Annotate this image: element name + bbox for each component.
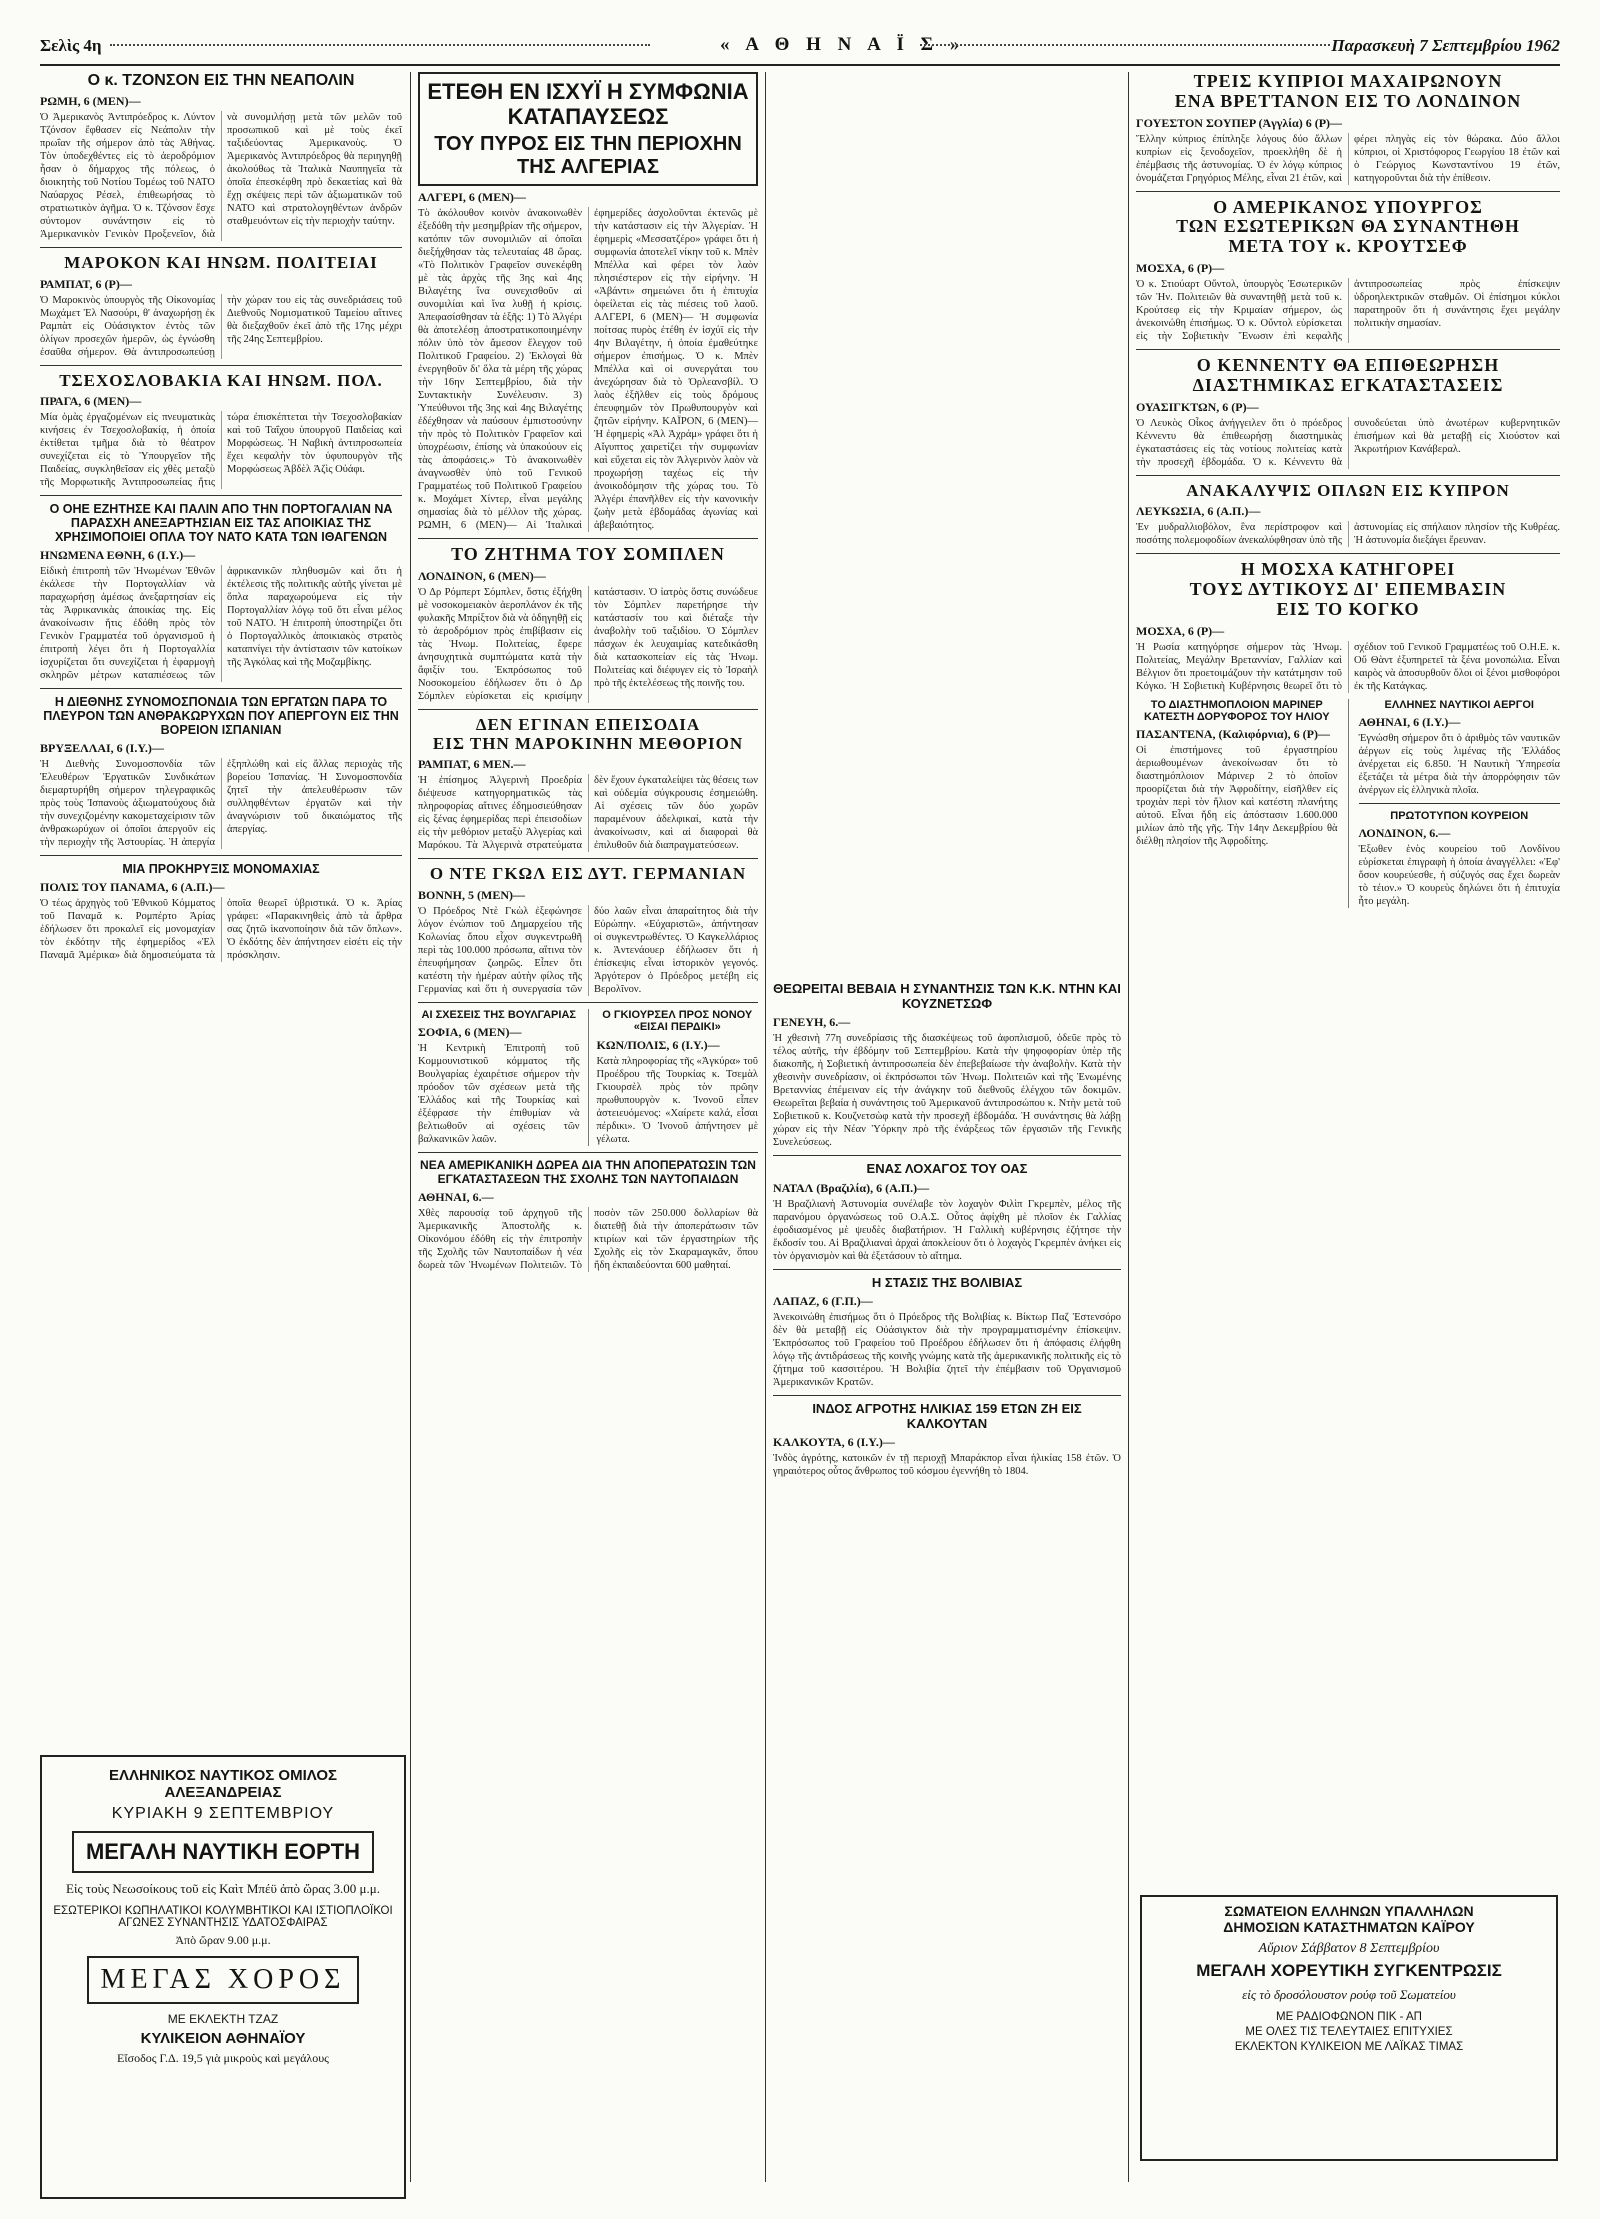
ad-canteen: ΕΚΛΕΚΤΟΝ ΚΥΛΙΚΕΙΟΝ ΜΕ ΛΑΪΚΑΣ ΤΙΜΑΣ	[1234, 2041, 1464, 2053]
article-body: Ἡ Ρωσία κατηγόρησε σήμερον τὰς Ἡνωμ. Πολιτείας, Μεγάλην Βρεταννίαν, Γαλλίαν καὶ Βέλγιον ὅτι προετοιμάζουν τὴν κατάτμησιν τοῦ Κόγκο. Ἡ Σοβιετικὴ Κυβέρνησις θεωρεῖ ὅτι τὸ σχέδιον τοῦ Γενικοῦ Γραμματέως τοῦ Ο.Η.Ε. κ. Οὔ Θὰντ ἐξυπηρετεῖ τὰ ξένα μονοπώλια. Εἶναι καιρὸς νὰ ἀποσυρθοῦν ὅλοι οἱ ξένοι μισθοφόροι ἐκ τῆς Κατάγκας.	[1136, 641, 1560, 692]
column-4	[1136, 72, 1560, 908]
ad-date: Αὔριον Σάββατον 8 Σεπτεμβρίου	[1258, 1941, 1440, 1956]
article-cypriots-london	[1136, 72, 1560, 185]
ad-event-title: ΜΕΓΑΛΗ ΝΑΥΤΙΚΗ ΕΟΡΤΗ	[72, 1831, 374, 1873]
dateline: ΛΟΝΔΙΝΟΝ, 6.—	[1358, 826, 1451, 841]
article-body: Οἱ ἐπιστήμονες τοῦ ἐργαστηρίου ἀεριωθουμένων ἀνεκοίνωσαν ὅτι τὸ διαστημόπλοιον Μάρινερ 2 τὸ ὁποῖον προορίζεται διὰ τὴν Ἀφροδίτην, εἰσῆλθεν εἰς τροχιὰν περὶ τὸν ἥλιον καὶ κατέστη πλανήτης αὐτοῦ. Εἶναι ἤδη εἰς ἀπόστασιν 1.600.000 μιλίων ἀπὸ τῆς γῆς. Τὴν 14ην Δεκεμβρίου θὰ διέλθῃ πλησίον τῆς Ἀφροδίτης.	[1136, 745, 1338, 848]
ad-radio: ΜΕ ΡΑΔΙΟΦΩΝΟΝ ΠΙΚ - ΑΠ	[1275, 2011, 1422, 2023]
page-number: Σελὶς 4η	[40, 36, 102, 55]
article-mariner	[1136, 699, 1338, 909]
article-moroccan-border	[418, 716, 758, 852]
dateline: ΑΛΓΕΡΙ, 6 (ΜΕΝ)—	[418, 190, 526, 205]
article-body: Ἡ ἐπίσημος Ἀλγερινὴ Προεδρία διέψευσε κατηγορηματικῶς τὰς πληροφορίας αἵτινες ἐδημοσιεύθησαν εἰς ξένας ἐφημερίδας περὶ ἐπεισοδίων εἰς τὴν μεθόριον μεταξὺ Ἀλγερίας καὶ Μαρόκου. Τὰ Ἀλγερινὰ στρατεύματα δὲν ἔχουν ἐγκαταλείψει τὰς θέσεις των καὶ οὐδεμία σύγκρουσις ἐσημειώθη. Αἱ σχέσεις τῶν δύο χωρῶν παραμένουν ἀδελφικαί, κατὰ τὴν ἀνακοίνωσιν, καὶ αἱ διαφοραὶ θὰ ἐπιλυθοῦν διὰ διαπραγματεύσεων.	[418, 775, 758, 852]
headline-line1: Ο ΚΕΝΝΕΝΤΥ ΘΑ ΕΠΙΘΕΩΡΗΣΗ	[1196, 354, 1500, 375]
headline: ΤΟ ΔΙΑΣΤΗΜΟΠΛΟΙΟΝ ΜΑΡΙΝΕΡ ΚΑΤΕΣΤΗ ΔΟΡΥΦΟΡΟΣ ΤΟΥ ΗΛΙΟΥ	[1143, 698, 1330, 723]
dateline: ΒΡΥΞΕΛΛΑΙ, 6 (Ι.Υ.)—	[40, 741, 164, 756]
headline: Ο ΝΤΕ ΓΚΩΛ ΕΙΣ ΔΥΤ. ΓΕΡΜΑΝΙΑΝ	[429, 864, 747, 884]
ad-heading-line2: ΔΗΜΟΣΙΩΝ ΚΑΤΑΣΤΗΜΑΤΩΝ ΚΑΪΡΟΥ	[1223, 1919, 1475, 1935]
headline: ΙΝΔΟΣ ΑΓΡΟΤΗΣ ΗΛΙΚΙΑΣ 159 ΕΤΩΝ ΖΗ ΕΙΣ ΚΑΛΚΟΥΤΑΝ	[812, 1401, 1082, 1431]
article-body: Ἡ Βραζιλιανὴ Ἀστυνομία συνέλαβε τὸν λοχαγὸν Φιλὶπ Γκρεμπὲν, μέλος τῆς παρανόμου ὀργανώσεως τοῦ Ο.Α.Σ. Οὗτος ἀφίχθη μὲ πλοῖον ἐκ Γαλλίας ἐφοδιασμένος μὲ ψευδὲς διαβατήριον. Ἡ Γαλλικὴ κυβέρνησις ἐζήτησε τὴν ἔκδοσίν του. Αἱ Βραζιλιαναὶ ἀρχαὶ ἀποκλείουν ὅτι ὁ λοχαγὸς Γκρεμπὲν ἀνήκει εἰς τὸν ὀργανισμὸν καὶ θὰ ἐξετάσουν τὸ αἴτημα.	[773, 1198, 1121, 1262]
article-cyprus-arms	[1136, 482, 1560, 548]
divider	[40, 855, 402, 856]
article-udall-khrushchev	[1136, 198, 1560, 343]
divider	[1136, 191, 1560, 192]
divider	[40, 495, 402, 496]
dateline: ΡΩΜΗ, 6 (ΜΕΝ)—	[40, 93, 141, 108]
article-johnson-naples	[40, 72, 402, 241]
article-body: Ὁ Μαροκινὸς ὑπουργὸς τῆς Οἰκονομίας Μωχάμετ Ἐλ Νασούρι, θ' ἀναχωρήσῃ ἐκ Ραμπὰτ εἰς Οὐάσιγκτον ἐντὸς τῶν ὀλίγων προσεχῶν ἡμερῶν, ὡς ἐγνώσθη ἐσαῦθα σήμερον. Θὰ ἀντιπροσωπεύσῃ τὴν χώραν του εἰς τὰς συνεδριάσεις τοῦ Διεθνοῦς Νομισματικοῦ Ταμείου αἵτινες θὰ διεξαχθοῦν ἐκεῖ ἀπὸ τῆς 17ης μέχρι τῆς 24ης Σεπτεμβρίου.	[40, 294, 402, 358]
divider	[1136, 349, 1560, 350]
article-un-portugal	[40, 502, 402, 682]
dateline: ΗΝΩΜΕΝΑ ΕΘΝΗ, 6 (Ι.Υ.)—	[40, 548, 196, 563]
divider	[1359, 803, 1561, 804]
dateline: ΜΟΣΧΑ, 6 (Ρ)—	[1136, 623, 1225, 638]
headline: Η ΣΤΑΣΙΣ ΤΗΣ ΒΟΛΙΒΙΑΣ	[871, 1274, 1023, 1290]
ad-venue: Εἰς τοὺς Νεωσοίκους τοῦ εἰς Καὶτ Μπέϋ ἀπὸ ὥρας 3.00 μ.μ.	[66, 1881, 380, 1896]
briefs-right	[1359, 699, 1561, 909]
article-body: Ἐγνώσθη σήμερον ὅτι ὁ ἀριθμὸς τῶν ναυτικῶν ἀέργων εἰς τοὺς λιμένας τῆς Ἑλλάδος ἀνέρχεται εἰς 6.850. Ἡ Ναυτικὴ Ὑπηρεσία ἐξετάζει τὰ μέτρα διὰ τὴν ἀπορρόφησιν τῶν ἀνέργων εἰς ἑλληνικὰ πλοῖα.	[1358, 732, 1560, 796]
divider	[418, 1152, 758, 1153]
column-2	[418, 72, 758, 1272]
article-moscow-congo	[1136, 560, 1560, 692]
headline-line1: ΔΕΝ ΕΓΙΝΑΝ ΕΠΕΙΣΟΔΙΑ	[475, 714, 701, 734]
dateline: ΜΟΣΧΑ, 6 (Ρ)—	[1136, 260, 1225, 275]
headline: ΑΙ ΣΧΕΣΕΙΣ ΤΗΣ ΒΟΥΛΓΑΡΙΑΣ	[421, 1008, 576, 1021]
headline-line2: ΤΟΥΣ ΔΥΤΙΚΟΥΣ ΔΙ' ΕΠΕΜΒΑΣΙΝ	[1189, 579, 1507, 600]
column-rule	[410, 72, 411, 2182]
article-body: Ἕλλην κύπριος ἐπίπληξε λόγους δύο ἄλλων κυπρίων εἰς ξενοδοχεῖον, προεκλήθη δὲ ἡ ἐπέμβασις τῆς ἀστυνομίας. Ὁ ἐν λόγῳ κύπριος ὀνομάζεται Γρηγόριος Μέλης, εἶναι 21 ἐτῶν, καὶ φέρει πληγὰς εἰς τὸν θώρακα. Δύο ἄλλοι κύπριοι, οἱ Χριστόφορος Γεωργίου 18 ἐτῶν καὶ ὁ Γεώργιος Κωνσταντίνου 19 ἐτῶν, κατηγοροῦνται διὰ τὴν ἐπίθεσιν.	[1136, 133, 1560, 184]
ad-time: Ἀπὸ ὥραν 9.00 μ.μ.	[175, 1933, 271, 1947]
headline: ΤΣΕΧΟΣΛΟΒΑΚΙΑ ΚΑΙ ΗΝΩΜ. ΠΟΛ.	[59, 370, 383, 390]
dateline: ΒΟΝΝΗ, 5 (ΜΕΝ)—	[418, 887, 525, 902]
article-duel-panama	[40, 862, 402, 962]
dateline: ΟΥΑΣΙΓΚΤΩΝ, 6 (Ρ)—	[1136, 399, 1259, 414]
article-body: Χθὲς παρουσίᾳ τοῦ ἀρχηγοῦ τῆς Ἀμερικανικῆς Ἀποστολῆς κ. Οἰκονόμου ἐδόθη εἰς τὴν ἐπιτροπὴν τῆς Σχολῆς τῶν Ναυτοπαίδων ἡ νέα δωρεὰ τῶν Ἡνωμένων Πολιτειῶν. Τὸ ποσὸν τῶν 250.000 δολλαρίων θὰ διατεθῇ διὰ τὴν ἀποπεράτωσιν τῶν κτιρίων καὶ τῶν ἐργαστηρίων τῆς Σχολῆς εἰς τὸν Σκαραμαγκᾶν, ὅπου ἤδη ἐκπαιδεύονται 600 μαθηταί.	[418, 1208, 758, 1272]
headline: Ο κ. ΤΖΟΝΣΟΝ ΕΙΣ ΤΗΝ ΝΕΑΠΟΛΙΝ	[87, 72, 355, 89]
dateline: ΚΩΝ/ΠΟΛΙΣ, 6 (Ι.Υ.)—	[596, 1037, 720, 1052]
headline-line3: ΕΙΣ ΤΟ ΚΟΓΚΟ	[1276, 598, 1420, 619]
ad-canteen: ΚΥΛΙΚΕΙΟΝ ΑΘΗΝΑΪΟΥ	[140, 2030, 306, 2047]
article-kennedy-space	[1136, 356, 1560, 469]
dotted-rule	[920, 44, 1330, 46]
column-3	[773, 982, 1121, 1478]
headline-line2: ΕΙΣ ΤΗΝ ΜΑΡΟΚΙΝΗΝ ΜΕΘΟΡΙΟΝ	[432, 733, 744, 753]
advertisement-employees-union	[1140, 1895, 1558, 2161]
headline-line2: ΔΙΑΣΤΗΜΙΚΑΣ ΕΓΚΑΤΑΣΤΑΣΕΙΣ	[1192, 374, 1504, 395]
ad-heading-line1: ΣΩΜΑΤΕΙΟΝ ΕΛΛΗΝΩΝ ΥΠΑΛΛΗΛΩΝ	[1224, 1903, 1474, 1919]
dateline: ΠΡΑΓΑ, 6 (ΜΕΝ)—	[40, 394, 142, 409]
headline-line1: Η ΜΟΣΧΑ ΚΑΤΗΓΟΡΕΙ	[1240, 559, 1456, 580]
divider	[418, 538, 758, 539]
dateline: ΛΕΥΚΩΣΙΑ, 6 (Α.Π.)—	[1136, 504, 1261, 519]
dateline: ΡΑΜΠΑΤ, 6 (Ρ)—	[40, 276, 132, 291]
article-bolivia	[773, 1276, 1121, 1390]
headline: ΤΟ ΖΗΤΗΜΑ ΤΟΥ ΣΟΜΠΛΕΝ	[451, 544, 725, 565]
lead-headline-line2: ΤΟΥ ΠΥΡΟΣ ΕΙΣ ΤΗΝ ΠΕΡΙΟΧΗΝ ΤΗΣ ΑΛΓΕΡΙΑΣ	[434, 133, 742, 178]
ad-venue: εἰς τὸ δροσόλουστον ρούφ τοῦ Σωματείου	[1242, 1987, 1456, 2002]
headline-line3: ΜΕΤΑ ΤΟΥ κ. ΚΡΟΥΤΣΕΦ	[1228, 236, 1468, 257]
divider	[418, 1002, 758, 1003]
article-indian-farmer	[773, 1402, 1121, 1478]
dateline: ΡΑΜΠΑΤ, 6 ΜΕΝ.—	[418, 757, 526, 772]
headline: ΘΕΩΡΕΙΤΑΙ ΒΕΒΑΙΑ Η ΣΥΝΑΝΤΗΣΙΣ ΤΩΝ Κ.Κ. ΝΤΗΝ ΚΑΙ ΚΟΥΖΝΕΤΣΩΦ	[773, 981, 1121, 1011]
divider	[773, 1395, 1121, 1396]
article-algeria-ceasefire	[418, 72, 758, 532]
ad-date: ΚΥΡΙΑΚΗ 9 ΣΕΠΤΕΜΒΡΙΟΥ	[111, 1805, 335, 1822]
article-body: Ὁ Πρόεδρος Ντὲ Γκὼλ ἐξεφώνησε λόγον ἐνώπιον τοῦ Δημαρχείου τῆς Κολωνίας ὅπου εἶχον συγκεντρωθῆ περὶ τὰς 100.000 πρόσωπα, αἵτινα τὸν ἐπευφήμησαν ζωηρῶς. Εἶπεν ὅτι κατέστη τὴν ἡμέραν αὐτὴν φίλος τῆς Γερμανίας καὶ ὅτι ἡ συνεργασία τῶν δύο λαῶν εἶναι ἀπαραίτητος διὰ τὴν Εὐρώπην. «Εὐχαριστῶ», ἀπήντησαν οἱ συγκεντρωθέντες. Ὁ Καγκελλάριος κ. Ἀντενάουερ ἐδήλωσεν ὅτι ἡ ἐπίσκεψις εἶναι ἱστορικὸν γεγονός. Ἀργότερον ὁ Πρόεδρος μετέβη εἰς Βερολῖνον.	[418, 905, 758, 995]
headline-line2: ΕΝΑ ΒΡΕΤΤΑΝΟΝ ΕΙΣ ΤΟ ΛΟΝΔΙΝΟΝ	[1174, 90, 1522, 111]
divider	[773, 1269, 1121, 1270]
dateline: ΠΑΣΑΝΤΕΝΑ, (Καλιφόρνια), 6 (Ρ)—	[1136, 727, 1330, 742]
article-body: Ὁ Ἀμερικανὸς Ἀντιπρόεδρος κ. Λύντον Τζόνσον ἔφθασεν εἰς Νεάπολιν τὴν πρωΐαν τῆς σήμερον ἀπὸ τὰς Ἀθήνας. Τὸν ὑποδεχθέντες εἰς τὸ ἀεροδρόμιον ἦσαν ὁ δήμαρχος τῆς πόλεως, ὁ διοικητὴς τοῦ Νοτίου Τομέως τοῦ ΝΑΤΟ Ναύαρχος Ρέσελ, ἐπιθεωρήσας τὸ στρατιωτικὸν ἀγῆμα. Ὁ κ. Τζόνσον ἔσχε σύντομον συνάντησιν εἰς τὸ Ἀμερικανικὸν Γενικὸν Προξενεῖον, διὰ νὰ συνομιλήσῃ μετὰ τῶν μελῶν τοῦ προσωπικοῦ καὶ μὲ τοὺς ἐκεῖ ταξιδεύοντας Ἀμερικανοὺς. Ὁ Ἀμερικανὸς Ἀντιπρόεδρος θὰ περιηγηθῇ ἀκολούθως τὰ Ἰταλικὰ Ναυπηγεῖα τὰ ὁποῖα ἐπεσκέφθη πρὸ δεκαετίας καὶ θὰ ἔχῃ σκέψεις περὶ τῶν ἀξιωματικῶν τοῦ ΝΑΤΟ καὶ στρατολογηθέντων ἀνδρῶν σταθμευόντων εἰς τὴν περιοχὴν ταύτην.	[40, 111, 402, 240]
dateline: ΓΟΥΕΣΤΟΝ ΣΟΥΠΕΡ (Ἀγγλία) 6 (Ρ)—	[1136, 115, 1343, 130]
two-column-briefs	[1136, 699, 1560, 909]
article-body: Κατὰ πληροφορίας τῆς «Ἀγκύρα» τοῦ Προέδρου τῆς Τουρκίας κ. Τσεμὰλ Γκιουρσὲλ πρὸς τὸν πρῶην πρωθυπουργὸν κ. Ἰνονοῦ εἶπεν ἀστειευόμενος: «Χαίρετε καλά, εἶσαι πέρδικι». Ὁ Ἰνονοῦ ἀπήντησεν μὲ γέλωτα.	[596, 1055, 758, 1145]
article-body: Ἐν μυδραλλιοβόλον, ἓνα περίστροφον καὶ ποσότης πολεμοφοδίων ἀνεκαλύφθησαν ὑπὸ τῆς ἀστυνομίας εἰς σπήλαιον πλησίον τῆς Κυθρέας. Ἡ ἀστυνομία διεξάγει ἔρευναν.	[1136, 522, 1560, 547]
article-body: Ἡ χθεσινὴ 77η συνεδρίασις τῆς διασκέψεως τοῦ ἀφοπλισμοῦ, ὁδεῦε πρὸς τὸ τέλος αὐτῆς, τὴν ἐβδόμην τοῦ Σεπτεμβρίου. Κατὰ τὴν ψηφοφορίαν ὑπὲρ τῆς διακοπῆς, ἡ Σοβιετικὴ ἀντιπροσωπεία δὲν ἐπεβεβαίωσε τὴν ἀναβολὴν. Κατὰ τὴν χθεσινὴν συνεδρίασιν, οἱ ἐκπρόσωποι τῶν Ἡνωμ. Πολιτειῶν καὶ τῆς Ἑνωμένης Βρεταννίας ἐπέμειναν εἰς τὴν ἀνάγκην τοῦ διεθνοῦς ἐλέγχου τῶν δοκιμῶν. Θεωρεῖται βεβαία ἡ συνάντησις τοῦ Ἀμερικανοῦ ἀντιπροσώπου κ. Ντὴν μετὰ τοῦ Σοβιετικοῦ κ. Κουζνετσὼφ κατὰ τὴν προσεχῆ ἑβδομάδα. Ἡ συνάντησις θὰ λάβῃ χώραν εἰς τὴν Νέαν Ὑόρκην πρὸ τῆς ἐνάρξεως τῶν ἐργασιῶν τῆς Γενικῆς Συνελεύσεως.	[773, 1033, 1121, 1149]
divider	[588, 1009, 589, 1146]
ad-event-title: ΜΕΓΑΛΗ ΧΟΡΕΥΤΙΚΗ ΣΥΓΚΕΝΤΡΩΣΙΣ	[1196, 1961, 1502, 1980]
article-oas-captain	[773, 1162, 1121, 1263]
column-rule	[765, 72, 766, 2182]
dateline: ΛΑΠΑΖ, 6 (Γ.Π.)—	[773, 1294, 873, 1309]
headline: ΑΝΑΚΑΛΥΨΙΣ ΟΠΛΩΝ ΕΙΣ ΚΥΠΡΟΝ	[1186, 480, 1510, 500]
divider	[1348, 699, 1349, 909]
article-greek-seamen	[1359, 699, 1561, 797]
article-de-gaulle	[418, 865, 758, 996]
headline: Ο ΓΚΙΟΥΡΣΕΛ ΠΡΟΣ ΝΟΝΟΥ «ΕΙΣΑΙ ΠΕΡΔΙΚΙ»	[602, 1008, 753, 1034]
article-body: Ἡ Διεθνὴς Συνομοσπονδία τῶν Ἐλευθέρων Ἐργατικῶν Συνδικάτων διεμαρτυρήθη σήμερον τηλεγραφικῶς πρὸς τοὺς Ἰσπανοὺς ἀξιωματούχους διὰ τὴν συνεχιζομένην κακομεταχείρισιν τῶν ἀνθρακωρύχων οἱ ὁποῖοι ἀπεργοῦν εἰς τὴν περιοχὴν τῆς Ἀστουρίας. Ἡ ἀπεργία ἐξηπλώθη καὶ εἰς ἄλλας περιοχὰς τῆς βορείου Ἰσπανίας. Ἡ Συνομοσπονδία ζητεῖ τὴν ἀπελευθέρωσιν τῶν συλληφθέντων ἐργατῶν καὶ τὴν ἀναγνώρισιν τοῦ δικαιώματος τῆς ἀπεργίας.	[40, 759, 402, 849]
ad-program: ΕΣΩΤΕΡΙΚΟΙ ΚΩΠΗΛΑΤΙΚΟΙ ΚΟΛΥΜΒΗΤΙΚΟΙ ΚΑΙ ΙΣΤΙΟΠΛΟΪΚΟΙ ΑΓΩΝΕΣ ΣΥΝΑΝΤΗΣΙΣ ΥΔΑΤΟΣΦΑΙΡΑΣ	[53, 1905, 393, 1929]
divider	[40, 688, 402, 689]
divider	[40, 247, 402, 248]
dateline: ΑΘΗΝΑΙ, 6 (Ι.Υ.)—	[1358, 714, 1461, 729]
dateline: ΚΑΛΚΟΥΤΑ, 6 (Ι.Υ.)—	[773, 1435, 895, 1450]
headline: ΜΑΡΟΚΟΝ ΚΑΙ ΗΝΩΜ. ΠΟΛΙΤΕΙΑΙ	[64, 252, 378, 272]
masthead	[40, 30, 1560, 66]
article-soblen	[418, 545, 758, 703]
ad-heading: ΕΛΛΗΝΙΚΟΣ ΝΑΥΤΙΚΟΣ ΟΜΙΛΟΣ ΑΛΕΞΑΝΔΡΕΙΑΣ	[108, 1767, 338, 1801]
article-body: Ὁ τέως ἀρχηγὸς τοῦ Ἐθνικοῦ Κόμματος τοῦ Παναμᾶ κ. Ρομπέρτο Ἀρίας ἐδήλωσεν ὅτι προκαλεῖ εἰς μονομαχίαν τὸν ἐκδότην τῆς ἐφημερίδος «Ἐλ Παναμᾶ Ἀμέρικα» διὰ δημοσιεύματα τὰ ὁποῖα θεωρεῖ ὑβριστικά. Ὁ κ. Ἀρίας γράφει: «Παρακινηθεὶς ἀπὸ τὰ ἄρθρα σας ζητῶ ἱκανοποίησιν διὰ τῶν ὅπλων». Ὁ ἐκδότης δὲν ἀπήντησεν εἰσέτι εἰς τὴν πρόσκλησιν.	[40, 898, 402, 962]
divider	[1136, 475, 1560, 476]
dateline: ΑΘΗΝΑΙ, 6.—	[418, 1190, 494, 1205]
ad-dance-title: ΜΕΓΑΣ ΧΟΡΟΣ	[87, 1956, 360, 2004]
article-inonu	[597, 1009, 759, 1146]
headline: Ο ΟΗΕ ΕΖΗΤΗΣΕ ΚΑΙ ΠΑΛΙΝ ΑΠΟ ΤΗΝ ΠΟΡΤΟΓΑΛΙΑΝ ΝΑ ΠΑΡΑΣΧΗ ΑΝΕΞΑΡΤΗΣΙΑΝ ΕΙΣ ΤΑΣ ΑΠΟΙΚΙΑΣ ΤΗΣ ΧΡΗΣΙΜΟΠΟΙΕΙ ΟΠΛΑ ΤΟΥ ΝΑΤΟ ΚΑΤΑ ΤΩΝ ΙΘΑΓΕΝΩΝ	[49, 502, 393, 545]
ad-band: ΜΕ ΕΚΛΕΚΤΗ ΤΖΑΖ	[167, 2012, 279, 2026]
column-1	[40, 72, 402, 962]
article-body: Εἰδικὴ ἐπιτροπὴ τῶν Ἡνωμένων Ἐθνῶν ἐκάλεσε τὴν Πορτογαλλίαν νὰ παραχωρήσῃ ἀμέσως ἀνεξαρτησίαν εἰς τὰς Ἀφρικανικὰς ἀποικίας της. Εἰς ἀνακοίνωσιν ἥτις ἐδόθη πρὸς τὸν Γενικὸν Γραμματέα τοῦ ὀργανισμοῦ ἡ ἐπιτροπὴ λέγει ὅτι ἡ Πορτογαλλία ἰσχυρίζεται ὅτι συνεχίζεται ἡ ἐφαρμογὴ σκληρῶν μέτρων καταπιέσεως τῶν ἀφρικανικῶν πληθυσμῶν καὶ ὅτι ἡ ἐκτέλεσις τῆς πολιτικῆς αὐτῆς γίνεται μὲ ὅπλα παραχωρούμενα εἰς τὴν Πορτογαλλίαν λόγῳ τοῦ ὅτι εἶναι μέλος τοῦ ΝΑΤΟ. Ἡ ἐπιτροπὴ ὑποστηρίζει ὅτι ὁ Πορτογαλλικὸς ἀποικιακὸς στρατὸς καταπνίγει τὴν ἀντίστασιν τῶν κατοίκων τῆς Ἀγκόλας καὶ τῆς Μοζαμβίκης.	[40, 566, 402, 682]
ad-music: ΜΕ ΟΛΕΣ ΤΙΣ ΤΕΛΕΥΤΑΙΕΣ ΕΠΙΤΥΧΙΕΣ	[1245, 2026, 1453, 2038]
headline: Η ΔΙΕΘΝΗΣ ΣΥΝΟΜΟΣΠΟΝΔΙΑ ΤΩΝ ΕΡΓΑΤΩΝ ΠΑΡΑ ΤΟ ΠΛΕΥΡΟΝ ΤΩΝ ΑΝΘΡΑΚΩΡΥΧΩΝ ΠΟΥ ΑΠΕΡΓΟΥΝ ΕΙΣ ΤΗΝ ΒΟΡΕΙΟΝ ΙΣΠΑΝΙΑΝ	[43, 695, 399, 738]
headline: ΕΛΛΗΝΕΣ ΝΑΥΤΙΚΟΙ ΑΕΡΓΟΙ	[1384, 698, 1534, 711]
article-naval-school-grant	[418, 1159, 758, 1272]
article-czechoslovakia	[40, 372, 402, 490]
dateline: ΣΟΦΙΑ, 6 (ΜΕΝ)—	[418, 1025, 522, 1040]
headline: ΜΙΑ ΠΡΟΚΗΡΥΞΙΣ ΜΟΝΟΜΑΧΙΑΣ	[122, 862, 320, 877]
divider	[773, 1155, 1121, 1156]
lead-headline-box	[418, 72, 758, 186]
article-body: Ἰνδὸς ἀγρότης, κατοικῶν ἐν τῇ περιοχῇ Μπαράκπορ εἶναι ἡλικίας 158 ἐτῶν. Ὁ γηραιότερος οὗτος ἄνθρωπος τοῦ κόσμου ἐγεννήθη τὸ 1804.	[773, 1453, 1121, 1478]
article-body: Ὁ Δρ Ρόμπερτ Σόμπλεν, ὅστις ἐξήχθη μὲ νοσοκομειακὸν ἀεροπλάνον ἐκ τῆς φυλακῆς Μπρίξτον διὰ νὰ ὁδηγηθῇ εἰς τὸ ἀεροδρόμιον πρὸς ἐπιβίβασιν εἰς τὰς Ἡνωμ. Πολιτείας, ἔφερε ἀνησυχητικὰ συμπτώματα κατὰ τὴν ἄφιξίν του. Ἐκπρόσωπος τοῦ Νοσοκομείου ἐδήλωσεν ὅτι ὁ Δρ Σόμπλεν εὑρίσκεται εἰς κρισίμην κατάστασιν. Ὁ ἰατρὸς ὅστις συνώδευε τὸν Σόμπλεν παρετήρησε τὴν κατάστασίν του καὶ διέταξε τὴν ἀναβολὴν τοῦ ταξιδίου. Ὁ Σόμπλεν πάσχων ἐκ λευχαιμίας κατεδικάσθη διὰ κατασκοπείαν εἰς τὰς Ἡνωμ. Πολιτείας καὶ διέφυγεν εἰς τὸ Ἰσραὴλ πρὸ τῆς ἐκτελέσεως τῆς ποινῆς του.	[418, 586, 758, 702]
dotted-rule	[110, 44, 650, 46]
issue-date: Παρασκευὴ 7 Σεπτεμβρίου 1962	[1331, 36, 1560, 55]
two-short-articles	[418, 1009, 758, 1146]
dateline: ΠΟΛΙΣ ΤΟΥ ΠΑΝΑΜΑ, 6 (Α.Π.)—	[40, 880, 225, 895]
divider	[1136, 553, 1560, 554]
article-miners-spain	[40, 695, 402, 849]
advertisement-naval-club	[40, 1755, 406, 2199]
article-bulgaria	[418, 1009, 580, 1146]
article-body: Τὸ ἀκόλουθον κοινὸν ἀνακοινωθὲν ἐξεδόθη τὴν μεσημβρίαν τῆς σήμερον, κατόπιν τῶν συνομιλιῶν αἱ ὁποῖαι διεξήχθησαν τὰς τελευταίας 48 ὥρας. «Τὸ Πολιτικὸν Γραφεῖον συνεκέφθη μὲ τὰς ἀρχὰς τῆς 3ης καὶ 4ης Βιλαγέτης ἵνα συνεχισθοῦν αἱ συνομιλίαι καὶ ἵνα λυθῇ ἡ κρίσις. Ἀπεφασίσθησαν τὰ ἑξῆς: 1) Τὸ Ἀλγέρι θὰ ἀποτελέσῃ ἀποστρατικοποιημένην πόλιν ὑπὸ τὸν ἄμεσον ἔλεγχον τοῦ Πολιτικοῦ Γραφείου. 2) Ἐκλογαὶ θὰ ἐνεργηθοῦν δι' ὅλα τὰ μέρη τῆς χώρας τὴν 16ην Σεπτεμβρίου, διὰ τὴν Συντακτικὴν Συνέλευσιν. 3) Ὑπεύθυνοι τῆς 3ης καὶ 4ης Βιλαγέτης ἐδέχθησαν νὰ παύσουν ἐμπιστοσύνην τὴν πρὸς τὸ Πολιτικὸν Γραφεῖον καὶ ὑποχρέωσιν, ἐπίσης νὰ ὑπακούουν εἰς τὰς ἀποφάσεις.» Τὸ ἀνακοινωθὲν ἀναγνωσθὲν ὑπὸ τοῦ Γενικοῦ Γραμματέως τοῦ Πολιτικοῦ Γραφείου κ. Μοχάμετ Χίντερ, εἶναι μεγάλης σημασίας διὰ τὸ μέλλον τῆς χώρας. ΡΩΜΗ, 6 (ΜΕΝ)— Αἱ Ἰταλικαὶ ἐφημερίδες ἀσχολοῦνται ἐκτενῶς μὲ τὴν κατάστασιν εἰς τὴν Ἀλγερίαν. Ἡ ἐφημερὶς «Μεσσατζέρο» γράφει ὅτι ἡ συμφωνία ἀποτελεῖ νίκην τοῦ κ. Μπὲν Μπέλλα καὶ φέρει τὸν λαὸν πλησιέστερον εἰς τὴν εἰρήνην. Ἡ «Ἀβάντι» σημειώνει ὅτι ἡ ἐπιτυχία ὀφείλεται εἰς τὰς πιέσεις τοῦ λαοῦ. ΑΛΓΕΡΙ, 6 (ΜΕΝ)— Ἡ συμφωνία ποίτσας πυρὸς ἐτέθη ἐν ἰσχύϊ εἰς τὴν 4ην Βιλαγέτην, ἡ ὁποία ἐμαθεύτηκε σήμερον ἐπισήμως. Ὁ κ. Μπὲν Μπέλλα καὶ οἱ συνεργάται του ἀνεχώρησαν διὰ τὸ Ὀρλεανσβίλ. Ὁ λαὸς ἐξῆλθεν εἰς τοὺς δρόμους ἐπευφημῶν τὸν Πρωθυπουργὸν καὶ ζητῶν εἰρήνην. ΚΑΪΡΟΝ, 6 (ΜΕΝ)— Ἡ ἐφημερὶς «Ἀλ Ἀχράμ» γράφει ὅτι ἡ Αἴγυπτος χαιρετίζει τὴν συμφωνίαν καὶ εὔχεται εἰς τὸν Ἀλγερινὸν λαὸν νὰ προχωρήσῃ ταχέως εἰς τὴν ἀνοικοδόμησιν τῆς χώρας του. Τὸ Ἀλγέρι ἐπανῆλθεν εἰς τὴν κανονικὴν ζωὴν μετὰ ἑβδομάδας ἀγωνίας καὶ ἀβεβαιότητος.	[418, 208, 758, 532]
article-body: Ὁ Λευκὸς Οἶκος ἀνήγγειλεν ὅτι ὁ πρόεδρος Κέννεντυ θὰ ἐπιθεωρήσῃ διαστημικὰς ἐγκαταστάσεις εἰς τὰς νοτίους πολιτείας κατὰ τὴν προσεχῆ ἑβδομάδα. Ὁ κ. Κέννεντυ θὰ συνοδεύεται ὑπὸ ἀνωτέρων κυβερνητικῶν ἐπισήμων καὶ θὰ μεταβῇ εἰς Χιούστον καὶ Ἀκρωτήριον Κανάβεραλ.	[1136, 417, 1560, 468]
article-body: Ἐξωθεν ἑνὸς κουρείου τοῦ Λονδίνου εὑρίσκεται ἐπιγραφὴ ἡ ὁποία ἀναγγέλλει: «Ἐφ' ὅσον κουρεύεσθε, ἡ σύζυγός σας ἔχει δωρεὰν τὸ τέιον.» Ὁ κουρεὺς δηλώνει ὅτι ἡ ἐπιτυχία ἦτο μεγάλη.	[1358, 844, 1560, 908]
ad-entry: Εἴσοδος Γ.Δ. 19,5 γιὰ μικροὺς καὶ μεγάλους	[117, 2051, 329, 2065]
article-body: Ἡ Κεντρικὴ Ἐπιτροπὴ τοῦ Κομμουνιστικοῦ κόμματος τῆς Βουλγαρίας ἐχαιρέτισε σήμερον τὴν πρόοδον τῶν σχέσεων μετὰ τῆς Ἑλλάδος καὶ τῆς Τουρκίας καὶ ἐξέφρασε τὴν ἐπιθυμίαν νὰ βελτιωθοῦν αἱ σχέσεις τῶν βαλκανικῶν λαῶν.	[418, 1043, 580, 1146]
article-geneva-meeting	[773, 982, 1121, 1149]
headline-line2: ΤΩΝ ΕΣΩΤΕΡΙΚΩΝ ΘΑ ΣΥΝΑΝΤΗΘΗ	[1176, 216, 1520, 237]
headline: ΕΝΑΣ ΛΟΧΑΓΟΣ ΤΟΥ ΟΑΣ	[866, 1161, 1028, 1177]
article-barber-shop	[1359, 810, 1561, 908]
article-morocco-usa	[40, 254, 402, 359]
dateline: ΓΕΝΕΥΗ, 6.—	[773, 1015, 851, 1030]
headline: ΠΡΩΤΟΤΥΠΟΝ ΚΟΥΡΕΙΟΝ	[1390, 809, 1529, 822]
divider	[418, 709, 758, 710]
headline: ΝΕΑ ΑΜΕΡΙΚΑΝΙΚΗ ΔΩΡΕΑ ΔΙΑ ΤΗΝ ΑΠΟΠΕΡΑΤΩΣΙΝ ΤΩΝ ΕΓΚΑΤΑΣΤΑΣΕΩΝ ΤΗΣ ΣΧΟΛΗΣ ΤΩΝ ΝΑΥΤΟΠΑΙΔΩΝ	[420, 1158, 756, 1186]
divider	[40, 365, 402, 366]
article-body: Ὁ κ. Στιούαρτ Οὔντολ, ὑπουργὸς Ἐσωτερικῶν τῶν Ἡν. Πολιτειῶν θὰ συναντηθῇ μετὰ τοῦ κ. Κρούτσεφ εἰς τὴν Κριμαίαν σήμερον, ὡς ἀνεκοινώθη ἐπισήμως. Ὁ κ. Οὔντολ εὑρίσκεται εἰς τὴν Σοβιετικὴν Ἕνωσιν ἐπὶ κεφαλῆς ἀντιπροσωπείας πρὸς ἐπίσκεψιν ὑδροηλεκτρικῶν σταθμῶν. Οἱ ἐπίσημοι κύκλοι παρατηροῦν ὅτι ἡ συνάντησις ἔχει μεγάλην πολιτικὴν σημασίαν.	[1136, 278, 1560, 342]
headline-line1: Ο ΑΜΕΡΙΚΑΝΟΣ ΥΠΟΥΡΓΟΣ	[1213, 196, 1483, 217]
dateline: ΛΟΝΔΙΝΟΝ, 6 (ΜΕΝ)—	[418, 568, 546, 583]
newspaper-name: « Α Θ Η Ν Α Ϊ Σ »	[720, 34, 966, 55]
headline-line1: ΤΡΕΙΣ ΚΥΠΡΙΟΙ ΜΑΧΑΙΡΩΝΟΥΝ	[1193, 71, 1503, 91]
divider	[418, 858, 758, 859]
column-rule	[1128, 72, 1129, 2182]
lead-headline-line1: ΕΤΕΘΗ ΕΝ ΙΣΧΥΪ Η ΣΥΜΦΩΝΙΑ ΚΑΤΑΠΑΥΣΕΩΣ	[427, 79, 749, 129]
dateline: ΝΑΤΑΛ (Βραζιλία), 6 (Α.Π.)—	[773, 1180, 930, 1195]
article-body: Ἀνεκοινώθη ἐπισήμως ὅτι ὁ Πρόεδρος τῆς Βολιβίας κ. Βίκτωρ Παζ Ἐστενσόρο δὲν θὰ μεταβῇ εἰς Οὐάσιγκτον διὰ τὴν προγραμματισμένην ἐπίσκεψιν. Ἐκπρόσωπος τοῦ Γραφείου τοῦ Προέδρου ἐδήλωσεν ὅτι ἡ ἀπόφασις ἐλήφθη λόγῳ τῆς ἀντιδράσεως τῆς κοινῆς γνώμης κατὰ τῆς ἀμερικανικῆς πολιτικῆς εἰς τὸ ζήτημα τοῦ κασσιτέρου. Ἡ Βολιβία ζητεῖ τὴν ἐπέμβασιν τοῦ Ὀργανισμοῦ Ἀμερικανικῶν Κρατῶν.	[773, 1312, 1121, 1389]
article-body: Μία ὁμὰς ἐργαζομένων εἰς πνευματικὰς κινήσεις ἐν Τσεχοσλοβακίᾳ, ἡ ὁποία ἐκτίθεται τμῆμα διὰ τὸ θέατρον συνεχίζεται εἰς τὸ Ὑπουργεῖον τῆς Παιδείας, συγκληθεῖσαν εἰς χθὲς μεταξὺ τῆς Μορφωτικῆς Ἀντιπροσωπείας ἥτις τώρα ἐπισκέπτεται τὴν Τσεχοσλοβακίαν καὶ τοῦ Ταΐχου ὑπουργοῦ Παιδείας καὶ Μορφώσεως. Ἡ Ναβικὴ ἀντιπροσωπεία ἔχει κεφαλὴν τὸν ὑφυπουργὸν τῆς Μορφώσεως Ἀβδὲλ Ἀζὶς Οὐάφι.	[40, 412, 402, 489]
